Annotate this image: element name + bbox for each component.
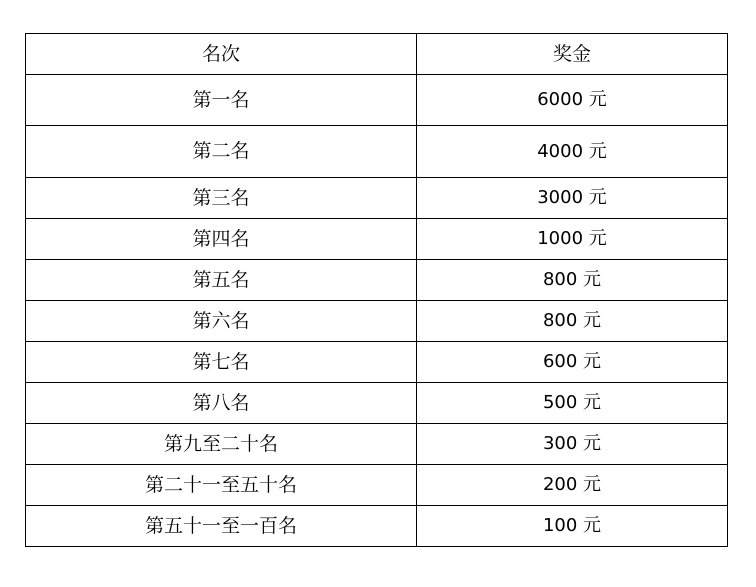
prize-cell: 200 元: [417, 465, 728, 506]
prize-cell: 600 元: [417, 342, 728, 383]
table-row: [26, 178, 728, 219]
table-row: [26, 260, 728, 301]
table-header-row: [26, 34, 728, 75]
table-row: [26, 383, 728, 424]
rank-cell: 第六名: [26, 301, 417, 342]
prize-cell: 4000 元: [417, 126, 728, 178]
rank-cell: 第五名: [26, 260, 417, 301]
rank-cell: 第七名: [26, 342, 417, 383]
rank-cell: 第八名: [26, 383, 417, 424]
rank-cell: 第二名: [26, 126, 417, 178]
rank-cell: 第四名: [26, 219, 417, 260]
table-row: [26, 126, 728, 178]
table-row: [26, 75, 728, 126]
header-prize: 奖金: [417, 34, 728, 75]
prize-cell: 6000 元: [417, 75, 728, 126]
prize-cell: 300 元: [417, 424, 728, 465]
rank-cell: 第五十一至一百名: [26, 506, 417, 547]
prize-cell: 3000 元: [417, 178, 728, 219]
rank-cell: 第三名: [26, 178, 417, 219]
rank-cell: 第二十一至五十名: [26, 465, 417, 506]
header-rank: 名次: [26, 34, 417, 75]
prize-cell: 800 元: [417, 260, 728, 301]
prize-cell: 800 元: [417, 301, 728, 342]
table-row: [26, 506, 728, 547]
rank-cell: 第九至二十名: [26, 424, 417, 465]
table-row: [26, 219, 728, 260]
rank-cell: 第一名: [26, 75, 417, 126]
prize-cell: 1000 元: [417, 219, 728, 260]
table-row: [26, 424, 728, 465]
table-row: [26, 301, 728, 342]
table-row: [26, 465, 728, 506]
prize-cell: 100 元: [417, 506, 728, 547]
prize-table: [25, 33, 728, 547]
table-row: [26, 342, 728, 383]
prize-cell: 500 元: [417, 383, 728, 424]
